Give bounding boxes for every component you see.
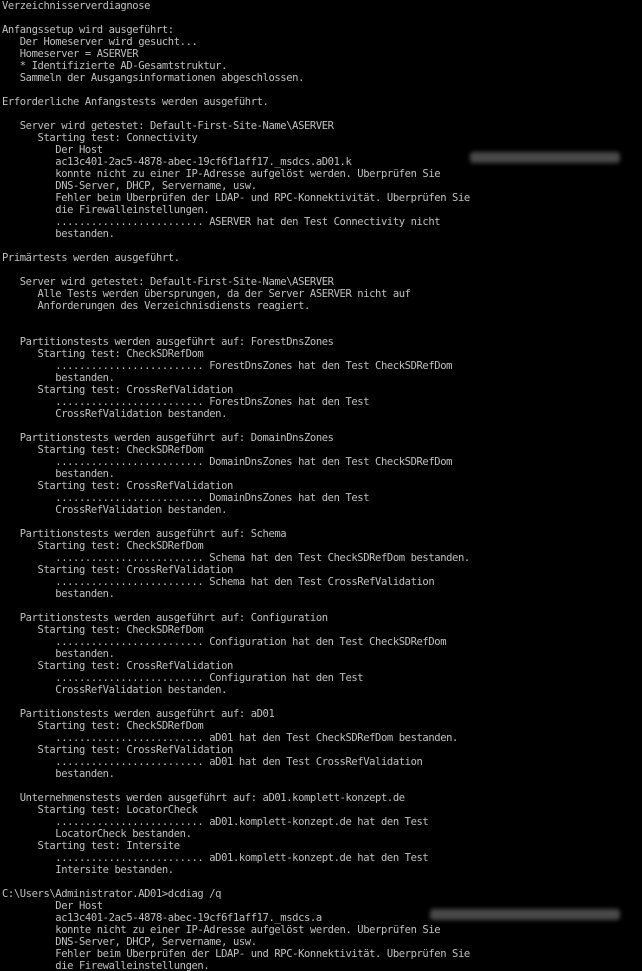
console-line: Partitionstests werden ausgeführt auf: DomainDnsZones	[2, 432, 334, 444]
console-line	[2, 876, 642, 888]
console-line	[2, 12, 642, 24]
console-line	[2, 84, 642, 96]
console-line: Fehler beim Überprüfen der LDAP- und RPC-Konnektivität. Überprüfen Sie	[2, 948, 470, 960]
console-line: CrossRefValidation bestanden.	[2, 408, 228, 420]
console-line: Verzeichnisserverdiagnose	[2, 0, 151, 12]
console-line: Server wird getestet: Default-First-Site-Name\ASERVER	[2, 120, 334, 132]
console-line: ......................... aD01 hat den Test CrossRefValidation	[2, 756, 423, 768]
console-line: Homeserver = ASERVER	[2, 48, 139, 60]
console-line: Intersite bestanden.	[2, 864, 174, 876]
console-line: Fehler beim Überprüfen der LDAP- und RPC-Konnektivität. Überprüfen Sie	[2, 192, 470, 204]
console-line: Erforderliche Anfangstests werden ausgeführt.	[2, 96, 269, 108]
console-line: Starting test: CheckSDRefDom	[2, 540, 204, 552]
console-line: bestanden.	[2, 768, 115, 780]
console-line	[2, 108, 642, 120]
console-line: Server wird getestet: Default-First-Site-Name\ASERVER	[2, 276, 334, 288]
console-line	[2, 324, 642, 336]
console-line: Starting test: Connectivity	[2, 132, 198, 144]
console-line: ......................... ForestDnsZones hat den Test	[2, 396, 370, 408]
console-line: ......................... aD01.komplett-konzept.de hat den Test	[2, 852, 429, 864]
console-line: Der Host	[2, 900, 103, 912]
console-line	[2, 240, 642, 252]
console-line: konnte nicht zu einer IP-Adresse aufgelöst werden. Überprüfen Sie	[2, 924, 441, 936]
console-line: ......................... Configuration hat den Test CheckSDRefDom	[2, 636, 447, 648]
console-line: Starting test: CrossRefValidation	[2, 480, 233, 492]
console-line	[2, 264, 642, 276]
console-line	[2, 696, 642, 708]
console-line: Sammeln der Ausgangsinformationen abgeschlossen.	[2, 72, 304, 84]
console-line: Starting test: CheckSDRefDom	[2, 444, 204, 456]
console-line: Anforderungen des Verzeichnisdiensts reagiert.	[2, 300, 310, 312]
console-output	[2, 0, 642, 971]
console-line: bestanden.	[2, 468, 115, 480]
console-line: DNS-Server, DHCP, Servername, usw.	[2, 180, 257, 192]
console-line: DNS-Server, DHCP, Servername, usw.	[2, 936, 257, 948]
console-line: Starting test: CrossRefValidation	[2, 660, 233, 672]
console-line: CrossRefValidation bestanden.	[2, 684, 228, 696]
console-line: ......................... Schema hat den Test CrossRefValidation	[2, 576, 435, 588]
console-line: Der Homeserver wird gesucht...	[2, 36, 198, 48]
console-line: bestanden.	[2, 228, 115, 240]
console-line	[2, 780, 642, 792]
console-line: ......................... aD01 hat den Test CheckSDRefDom bestanden.	[2, 732, 458, 744]
console-line: Der Host	[2, 144, 103, 156]
console-line: C:\Users\Administrator.AD01>dcdiag /q	[2, 888, 222, 900]
console-line: ......................... Configuration hat den Test	[2, 672, 364, 684]
console-line: Partitionstests werden ausgeführt auf: Schema	[2, 528, 287, 540]
console-line: die Firewalleinstellungen.	[2, 204, 210, 216]
console-line: die Firewalleinstellungen.	[2, 960, 210, 971]
console-line: ac13c401-2ac5-4878-abec-19cf6f1aff17._msdcs.aD01.k	[2, 156, 352, 168]
console-line: Starting test: Intersite	[2, 840, 180, 852]
console-line: Alle Tests werden übersprungen, da der Server ASERVER nicht auf	[2, 288, 411, 300]
console-line: ......................... DomainDnsZones hat den Test CheckSDRefDom	[2, 456, 453, 468]
console-line: ......................... ForestDnsZones hat den Test CheckSDRefDom	[2, 360, 453, 372]
console-line	[2, 600, 642, 612]
console-line: Starting test: CrossRefValidation	[2, 744, 233, 756]
console-line: Partitionstests werden ausgeführt auf: Configuration	[2, 612, 328, 624]
console-line	[2, 420, 642, 432]
console-line: Partitionstests werden ausgeführt auf: ForestDnsZones	[2, 336, 334, 348]
console-line: konnte nicht zu einer IP-Adresse aufgelöst werden. Überprüfen Sie	[2, 168, 441, 180]
console-line: LocatorCheck bestanden.	[2, 828, 192, 840]
console-line: * Identifizierte AD-Gesamtstruktur.	[2, 60, 228, 72]
console-line: ac13c401-2ac5-4878-abec-19cf6f1aff17._msdcs.a	[2, 912, 322, 924]
console-line: Primärtests werden ausgeführt.	[2, 252, 180, 264]
console-line: ......................... DomainDnsZones hat den Test	[2, 492, 370, 504]
console-line: bestanden.	[2, 648, 115, 660]
console-line: Starting test: CrossRefValidation	[2, 564, 233, 576]
console-line: bestanden.	[2, 372, 115, 384]
redacted-region	[430, 909, 620, 920]
console-line: ......................... aD01.komplett-konzept.de hat den Test	[2, 816, 429, 828]
console-line: Starting test: CheckSDRefDom	[2, 720, 204, 732]
console-line: Anfangssetup wird ausgeführt:	[2, 24, 174, 36]
console-line: Partitionstests werden ausgeführt auf: aD01	[2, 708, 275, 720]
console-line: bestanden.	[2, 588, 115, 600]
console-line: Starting test: LocatorCheck	[2, 804, 198, 816]
console-line: ......................... ASERVER hat den Test Connectivity nicht	[2, 216, 441, 228]
console-line	[2, 312, 642, 324]
console-line: Starting test: CheckSDRefDom	[2, 624, 204, 636]
redacted-region	[470, 152, 620, 163]
console-line	[2, 516, 642, 528]
console-line: Starting test: CheckSDRefDom	[2, 348, 204, 360]
console-line: ......................... Schema hat den Test CheckSDRefDom bestanden.	[2, 552, 470, 564]
console-line: Unternehmenstests werden ausgeführt auf: aD01.komplett-konzept.de	[2, 792, 405, 804]
console-line: CrossRefValidation bestanden.	[2, 504, 228, 516]
console-line: Starting test: CrossRefValidation	[2, 384, 233, 396]
